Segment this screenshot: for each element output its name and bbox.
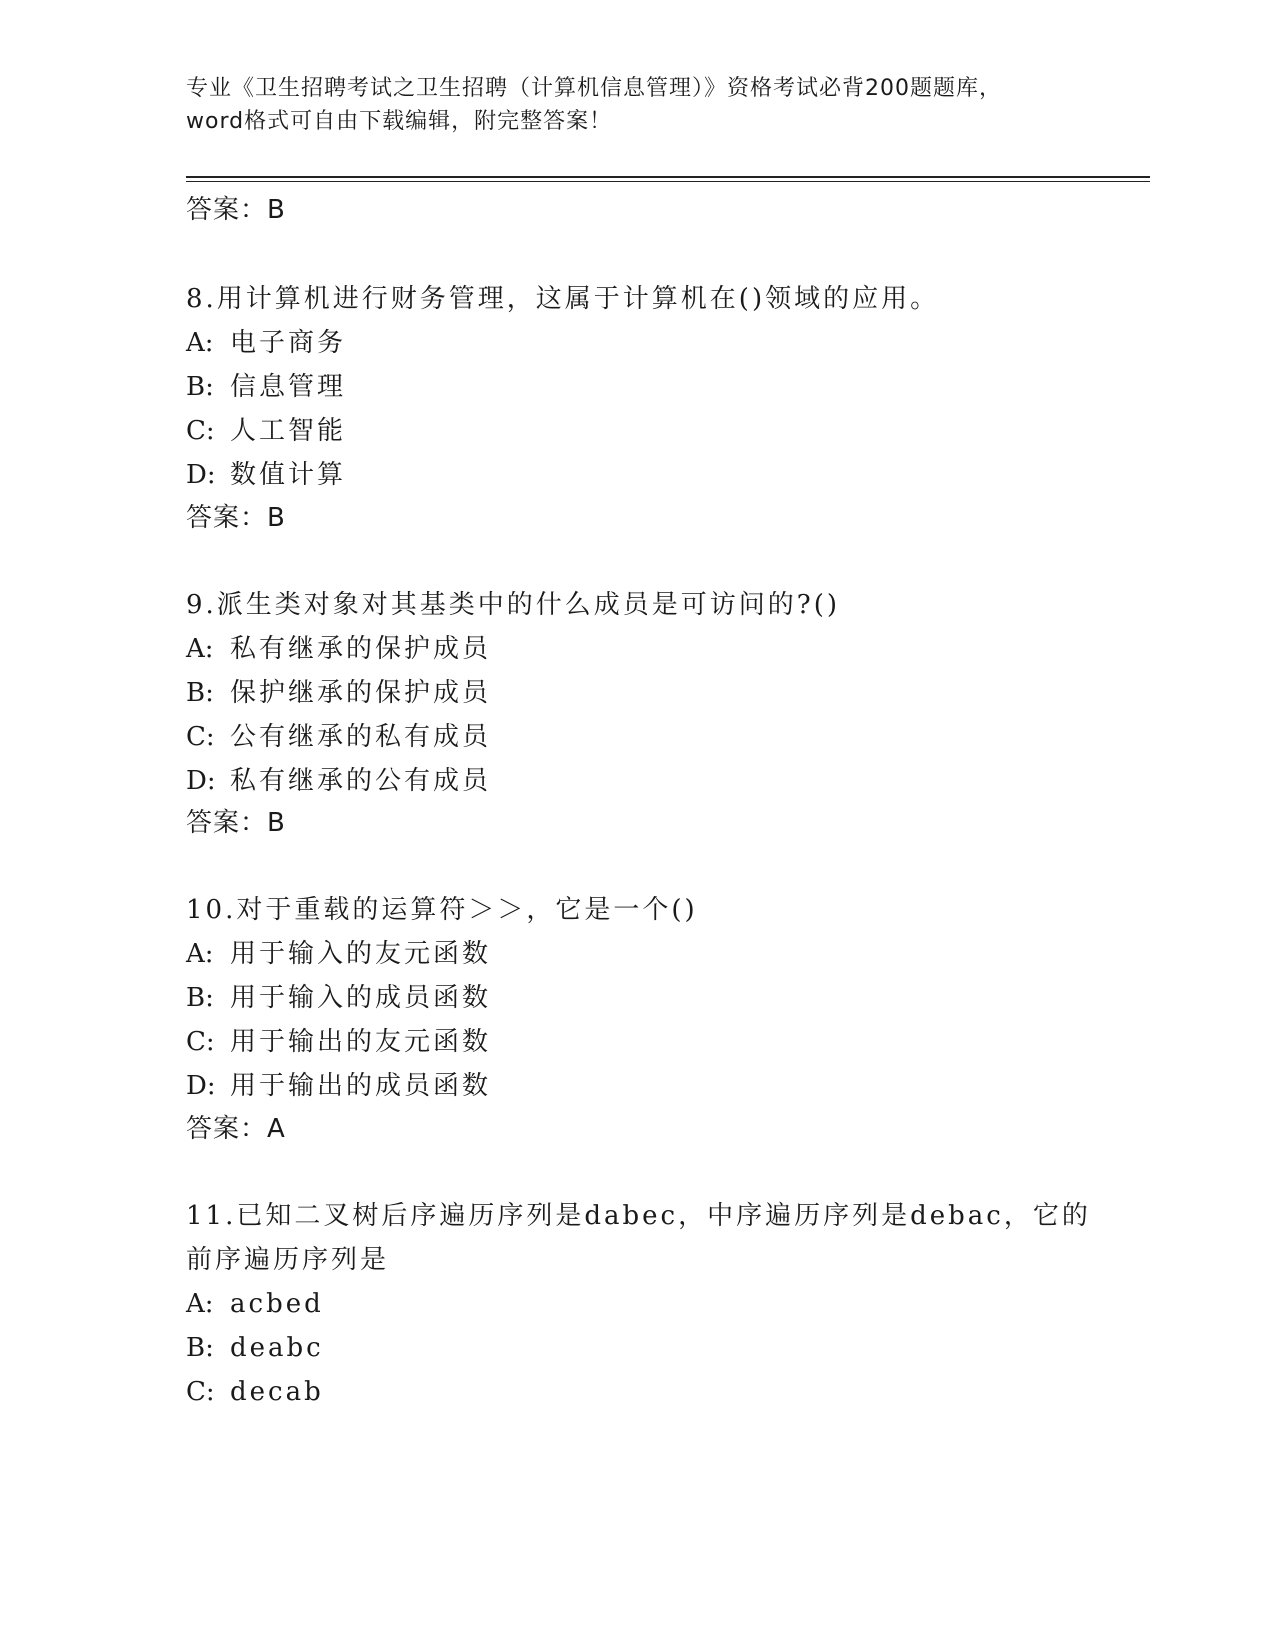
question-10-answer: 答案：A bbox=[186, 1114, 286, 1144]
option-letter: D: bbox=[186, 1071, 216, 1101]
header-rule-thin bbox=[186, 181, 1150, 182]
option-text: 私有继承的公有成员 bbox=[230, 766, 492, 796]
question-10-option-a bbox=[186, 937, 491, 971]
option-letter: C: bbox=[186, 722, 215, 752]
option-letter: D: bbox=[186, 766, 216, 796]
option-letter: B: bbox=[186, 678, 214, 708]
question-11-option-a bbox=[186, 1287, 324, 1321]
question-8-option-d bbox=[186, 458, 346, 492]
document-header bbox=[186, 72, 1086, 138]
option-text: 私有继承的保护成员 bbox=[230, 634, 492, 664]
option-text: 用于输入的成员函数 bbox=[230, 983, 492, 1013]
option-letter: D: bbox=[186, 460, 216, 490]
option-letter: C: bbox=[186, 416, 215, 446]
option-text: 电子商务 bbox=[230, 328, 347, 358]
option-text: acbed bbox=[230, 1289, 324, 1319]
option-letter: B: bbox=[186, 1333, 214, 1363]
question-9-option-a bbox=[186, 632, 491, 666]
option-text: 人工智能 bbox=[230, 416, 347, 446]
question-9-stem: 9.派生类对象对其基类中的什么成员是可访问的?() bbox=[186, 590, 841, 620]
option-text: 用于输出的友元函数 bbox=[230, 1027, 492, 1057]
question-9-option-c bbox=[186, 720, 491, 754]
previous-answer: 答案：B bbox=[186, 195, 286, 225]
question-11-stem-line-2: 前序遍历序列是 bbox=[186, 1245, 390, 1275]
question-11-option-b bbox=[186, 1331, 324, 1365]
option-text: 保护继承的保护成员 bbox=[230, 678, 492, 708]
option-letter: B: bbox=[186, 372, 214, 402]
question-8-option-a bbox=[186, 326, 346, 360]
option-letter: A: bbox=[186, 939, 214, 969]
question-8-stem: 8.用计算机进行财务管理，这属于计算机在()领域的应用。 bbox=[186, 284, 940, 314]
option-letter: C: bbox=[186, 1027, 215, 1057]
question-8-option-b bbox=[186, 370, 346, 404]
question-10-option-b bbox=[186, 981, 491, 1015]
question-9-answer: 答案：B bbox=[186, 808, 286, 838]
option-text: decab bbox=[230, 1377, 324, 1407]
question-10-option-d bbox=[186, 1069, 491, 1103]
option-text: 用于输入的友元函数 bbox=[230, 939, 492, 969]
header-rule-thick bbox=[186, 176, 1150, 178]
option-text: 数值计算 bbox=[230, 460, 347, 490]
option-text: 公有继承的私有成员 bbox=[230, 722, 492, 752]
header-line-1: 专业《卫生招聘考试之卫生招聘（计算机信息管理）》资格考试必背200题题库， bbox=[186, 76, 1002, 101]
option-text: 用于输出的成员函数 bbox=[230, 1071, 492, 1101]
question-8-answer: 答案：B bbox=[186, 503, 286, 533]
question-11-stem-line-1: 11.已知二叉树后序遍历序列是dabec，中序遍历序列是debac，它的 bbox=[186, 1201, 1091, 1231]
question-9-option-b bbox=[186, 676, 491, 710]
question-10-stem: 10.对于重载的运算符＞＞，它是一个() bbox=[186, 895, 698, 925]
option-text: 信息管理 bbox=[230, 372, 347, 402]
option-letter: A: bbox=[186, 328, 214, 358]
option-letter: A: bbox=[186, 1289, 214, 1319]
option-letter: A: bbox=[186, 634, 214, 664]
header-line-2: word格式可自由下载编辑，附完整答案！ bbox=[186, 109, 613, 134]
question-10-option-c bbox=[186, 1025, 491, 1059]
option-text: deabc bbox=[230, 1333, 324, 1363]
question-8-option-c bbox=[186, 414, 346, 448]
question-9-option-d bbox=[186, 764, 491, 798]
option-letter: C: bbox=[186, 1377, 215, 1407]
question-11-option-c bbox=[186, 1375, 324, 1409]
option-letter: B: bbox=[186, 983, 214, 1013]
